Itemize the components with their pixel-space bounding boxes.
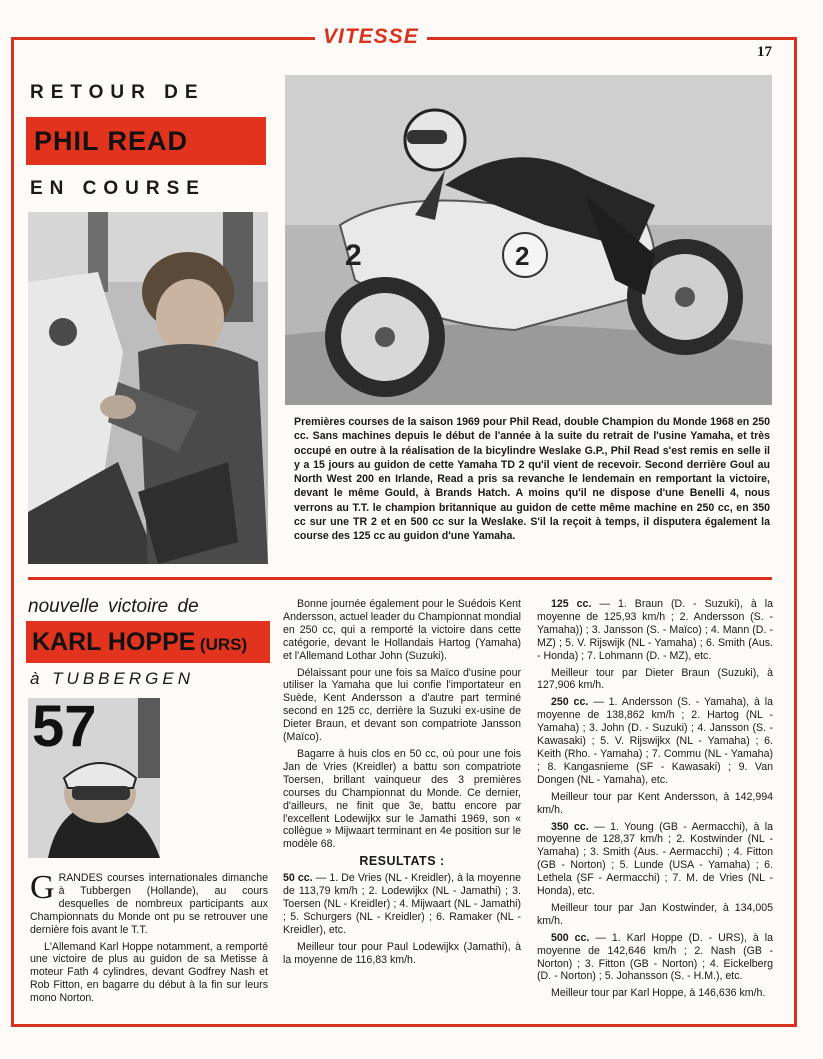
result-350cc-best-lap: Meilleur tour par Jan Kostwinder, à 134,005 km/h. [537,901,773,927]
hoppe-photo [28,698,160,858]
result-125cc-best-lap: Meilleur tour par Dieter Braun (Suzuki), à 127,906 km/h. [537,666,773,692]
headline-name: PHIL READ [26,117,266,165]
svg-text:2: 2 [345,239,362,272]
story2-kicker: nouvelle victoire de [28,596,199,617]
hoppe-photo-art [28,698,160,858]
headline-line3: EN COURSE [30,178,206,199]
story2-name-bar [26,621,270,663]
result-250cc-best-lap: Meilleur tour par Kent Andersson, à 142,994 km/h. [537,790,773,816]
middle-paragraph-2: Délaissant pour une fois sa Maïco d'usine pour utiliser la Yamaha que lui confie l'importateur en Suède, Kent Andersson a d'autre part terminé second en 125 cc, derrière la Suzuki ex-usine de Dieter Braun, et devant son compatriote Jansson (Maïco). [283,666,521,744]
result-50cc [283,872,521,937]
middle-paragraph-1: Bonne journée également pour le Suédois Kent Andersson, actuel leader du Championnat mondial en 250 cc, qui a remporté la victoire dans cette catégorie, devant le Hollandais Hartog (Yamaha) et l'Allemand Lothar John (Suzuki). [283,598,521,662]
result-class: 50 cc. [283,872,313,885]
middle-paragraph-3: Bagarre à huis clos en 50 cc, où pour une fois Jan de Vries (Kreidler) a battu son compatriote Toersen, brillant vainqueur des 3 premières courses du Championnat du Monde. Ce dernier, d'ailleurs, ne finit que 3e, battu encore par l'excellent Lodewijkx sur le Jamathi 1969, son « collègue » Mijwaart terminant en 4e position sur le modèle 68. [283,747,521,851]
story2-name-suffix: (URS) [199,635,248,654]
result-text: — 1. Andersson (S. - Yamaha), à la moyenne de 138,862 km/h ; 2. Hartog (NL - Yamaha) ; 3. John (D. - Suzuki) ; 4. Jansson (S. - Kawasaki) ; 5. V. Rijswijkx (NL - Yamaha) ; 6. Keith (Rho. - Yamaha) ; 7. Commu (NL - Yamaha) ; 8. Kangasnieme (SF - Kawasaki) ; 9. Van Dongen (NL - Yamaha), etc. [537,696,773,786]
intro-paragraph-2: L'Allemand Karl Hoppe notamment, a remporté une victoire de plus au guidon de sa Metisse à moteur Fath 4 cylindres, devant Godfrey Nash et Rob Fitton, en bagarre du début à la fin sur leurs mono Norton. [30,940,268,1005]
story2-middle-column [283,598,521,970]
page-number: 17 [757,44,772,60]
result-500cc-best-lap: Meilleur tour par Karl Hoppe, à 146,636 km/h. [551,987,766,1000]
story2-location: à TUBBERGEN [30,669,194,688]
result-class: 125 cc. [551,598,592,610]
photo-race-number: 57 [32,698,97,759]
result-text: — 1. Karl Hoppe (D. - URS), à la moyenne de 142,646 km/h ; 2. Nash (GB - Norton) ; 3. Fitton (GB - Norton) ; 4. Eickelberg (D. - Norton) ; 5. Johansson (S. - H.M.), etc. [537,931,773,983]
mechanic-photo-art [28,212,268,564]
mechanic-photo [28,212,268,564]
section-title: VITESSE [315,25,427,51]
headline-line1: RETOUR DE [30,82,205,103]
result-text: — 1. Braun (D. - Suzuki), à la moyenne de 125,93 km/h ; 2. Andersson (S. - Yamaha)) ; 3. Jansson (S. - Maïco) ; 4. Mann (D. - MZ) ; 5. V. Rijswijk (NL - Yamaha) ; 6. Smith (Aus. - Honda) ; 7. Lohmann (D. - MZ), etc. [537,598,773,662]
racer-photo [285,75,772,405]
result-125cc [537,598,773,663]
intro-dropcap: G [30,869,55,906]
results-title: RESULTATS : [359,854,445,869]
result-text: — 1. De Vries (NL - Kreidler), à la moyenne de 113,79 km/h ; 2. Lodewijkx (NL - Jamathi) ; 3. Toersen (NL - Kreidler) ; 4. Mijwaart (NL - Jamathi) ; 5. Schurgers (NL - Kreidler) ; 6. Ramaker (NL - Kreidler), etc. [283,872,521,936]
result-class: 500 cc. [551,931,590,944]
intro-paragraph-1 [30,869,268,937]
result-text: — 1. Young (GB - Aermacchi), à la moyenne de 128,37 km/h ; 2. Kostwinder (NL - Yamaha) ; 3. Smith (Aus. - Aermacchi) ; 4. Fitton (GB - Norton) ; 5. Lunde (USA - Yamaha) ; 6. Lethela (SF - Aermacchi) ; 7. M. de Vries (NL - Honda), etc. [537,820,773,898]
result-350cc [537,821,773,898]
photo-caption: Premières courses de la saison 1969 pour Phil Read, double Champion du Monde 1968 en 250 cc. Sans machines depuis le début de l'année à la suite du retrait de l'usine Yamaha, et très occupé en outre à la réalisation de la bicylindre Weslake G.P., Phil Read s'est remis en selle il y a 15 jours au guidon de cette Yamaha TD 2 qu'il vient de recevoir. Second derrière Goul au North West 200 en Irlande, Read a pris sa revanche le lendemain en remportant la victoire, devant le même Gould, à Brands Hatch. A moins qu'il ne dispose d'une Benelli 4, nous verrons au T.T. le champion britannique au guidon de cette même machine en 250 cc, en 350 cc sur une TR 2 et en 500 cc sur la Weslake. S'il la reçoit à temps, il disputera également la course des 125 cc au guidon d'une Yamaha. [294,416,770,543]
result-500cc [537,932,773,984]
bike-number: 2 [515,241,530,271]
intro-text-1: RANDES courses internationales dimanche à Tubbergen (Hollande), au cours desquelles de nombreux participants aux Championnats du Monde ont pu se retrouver une dernière fois avant le T.T. [30,872,268,936]
result-class: 350 cc. [551,820,589,833]
result-250cc [537,696,773,786]
story2-intro [30,869,268,1009]
section-divider [28,577,772,580]
racer-photo-art [285,75,772,405]
result-class: 250 cc. [551,696,589,709]
story2-name: KARL HOPPE [32,628,196,656]
story2-right-column [537,598,773,1004]
result-50cc-best-lap: Meilleur tour pour Paul Lodewijkx (Jamathi), à la moyenne de 116,83 km/h. [283,940,521,966]
